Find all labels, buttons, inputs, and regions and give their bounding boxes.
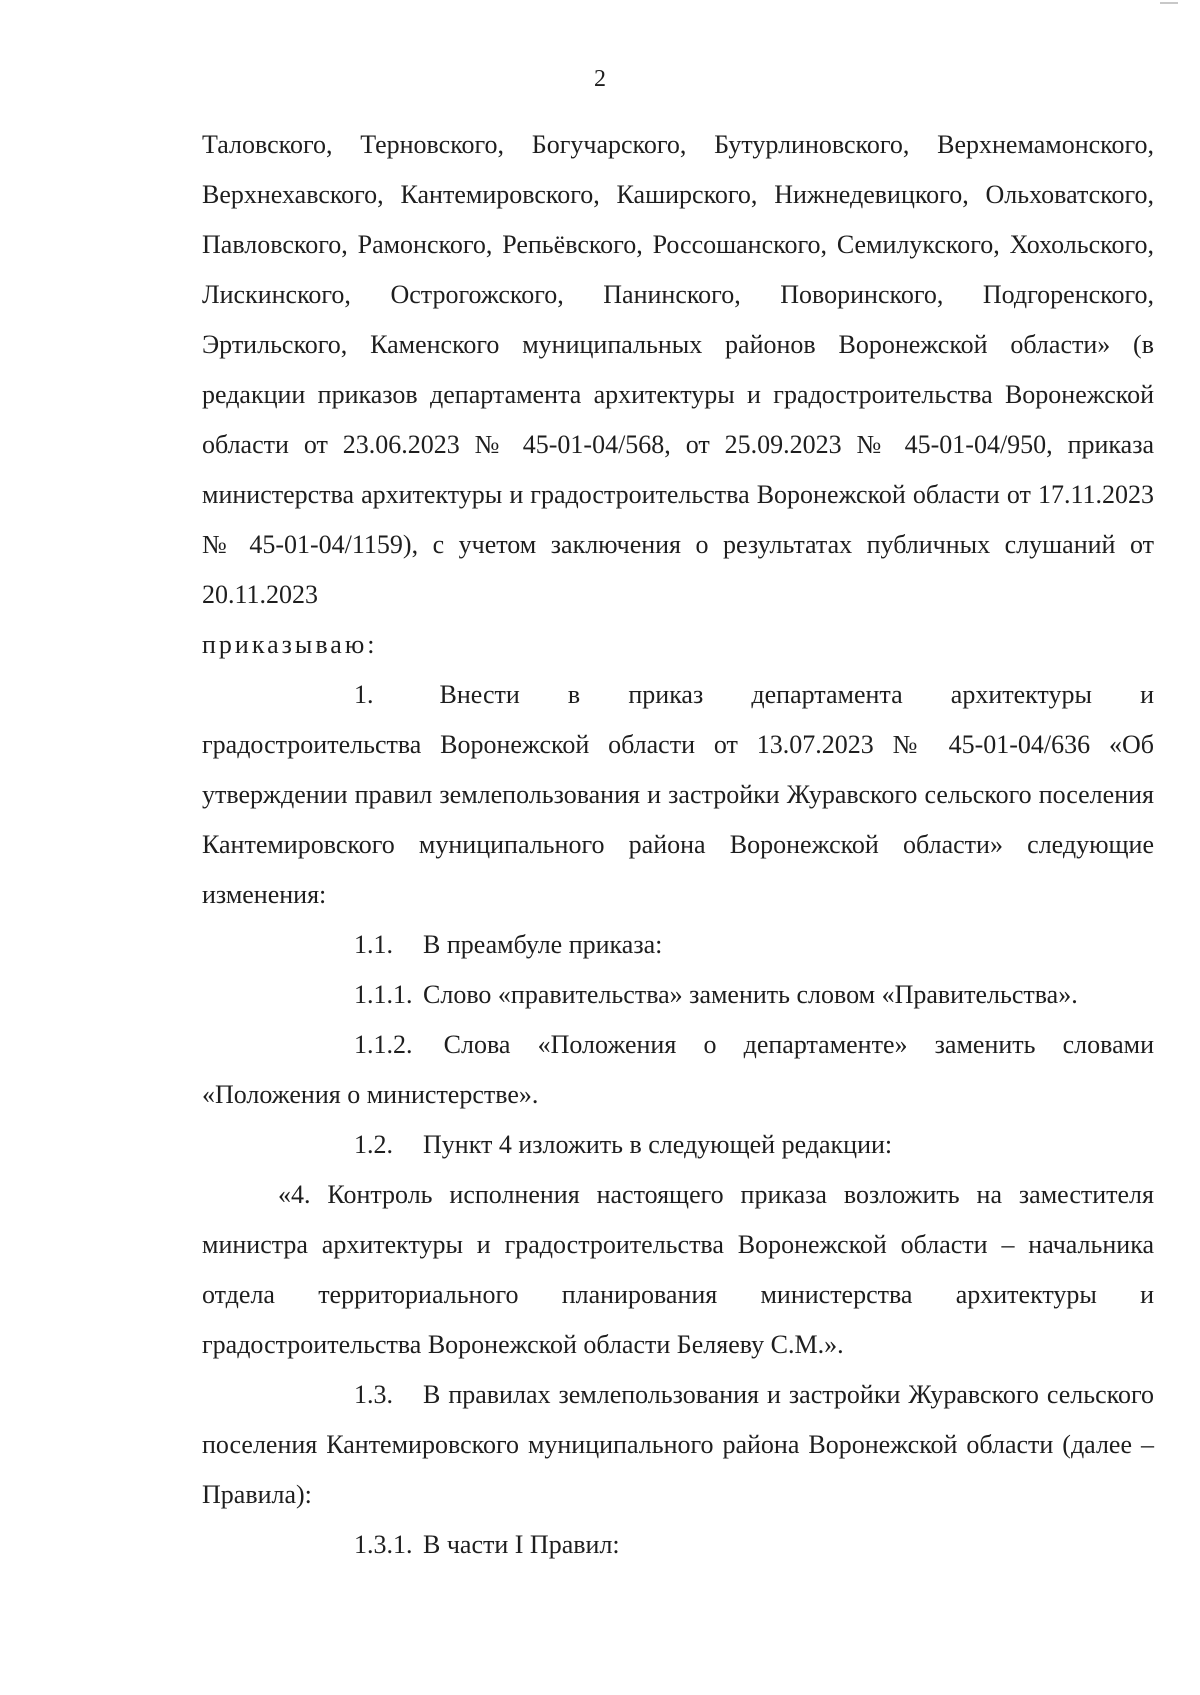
order-word: приказываю: <box>202 630 378 659</box>
item-number: 1.1.2. <box>354 1030 413 1059</box>
item-text: В преамбуле приказа: <box>423 930 663 959</box>
item-1-2-quote: «4. Контроль исполнения настоящего приказа возложить на заместителя министра архитектуры и градостроительства Воронежской области – начальника отдела территориального планирования министерства архитектуры и градостроительства Воронежской области Беляеву С.М.». <box>202 1180 1154 1359</box>
item-1-1 <box>202 920 1154 970</box>
item-text: Внести в приказ департамента архитектуры и градостроительства Воронежской области от 13.07.2023 № 45-01-04/636 «Об утверждении правил землепользования и застройки Журавского сельского поселения Кантемировского муниципального района Воронежской области» следующие изменения: <box>202 680 1154 909</box>
item-1-2 <box>202 1120 1154 1170</box>
item-number: 1. <box>354 680 374 709</box>
item-number: 1.2. <box>354 1130 393 1159</box>
document-body <box>202 120 1154 1570</box>
item-text: Слово «правительства» заменить словом «Правительства». <box>423 980 1078 1009</box>
item-number: 1.1.1. <box>354 980 413 1009</box>
item-1-1-1 <box>202 970 1154 1020</box>
scan-mark <box>1160 2 1178 4</box>
item-1-3 <box>202 1370 1154 1520</box>
item-text: В правилах землепользования и застройки Журавского сельского поселения Кантемировского муниципального района Воронежской области (далее – Правила): <box>202 1380 1154 1509</box>
item-number: 1.1. <box>354 930 393 959</box>
page-number: 2 <box>594 66 606 92</box>
item-text: В части I Правил: <box>423 1530 620 1559</box>
item-number: 1.3.1. <box>354 1530 413 1559</box>
item-1-3-1 <box>202 1520 1154 1570</box>
paragraph-preamble-continuation: Таловского, Терновского, Богучарского, Бутурлиновского, Верхнемамонского, Верхнехавского, Кантемировского, Каширского, Нижнедевицкого, Ольховатского, Павловского, Рамонского, Репьёвского, Россошанского, Семилукского, Хохольского, Лискинского, Острогожского, Панинского, Поворинского, Подгоренского, Эртильского, Каменского муниципальных районов Воронежской области» (в редакции приказов департамента архитектуры и градостроительства Воронежской области от 23.06.2023 № 45-01-04/568, от 25.09.2023 № 45-01-04/950, приказа министерства архитектуры и градостроительства Воронежской области от 17.11.2023 № 45-01-04/1159), с учетом заключения о результатах публичных слушаний от 20.11.2023 <box>202 130 1154 609</box>
item-text: Слова «Положения о департаменте» заменить словами «Положения о министерстве». <box>202 1030 1155 1109</box>
item-1-1-2 <box>202 1020 1154 1120</box>
item-1 <box>202 670 1154 920</box>
item-number: 1.3. <box>354 1380 393 1409</box>
item-text: Пункт 4 изложить в следующей редакции: <box>423 1130 893 1159</box>
